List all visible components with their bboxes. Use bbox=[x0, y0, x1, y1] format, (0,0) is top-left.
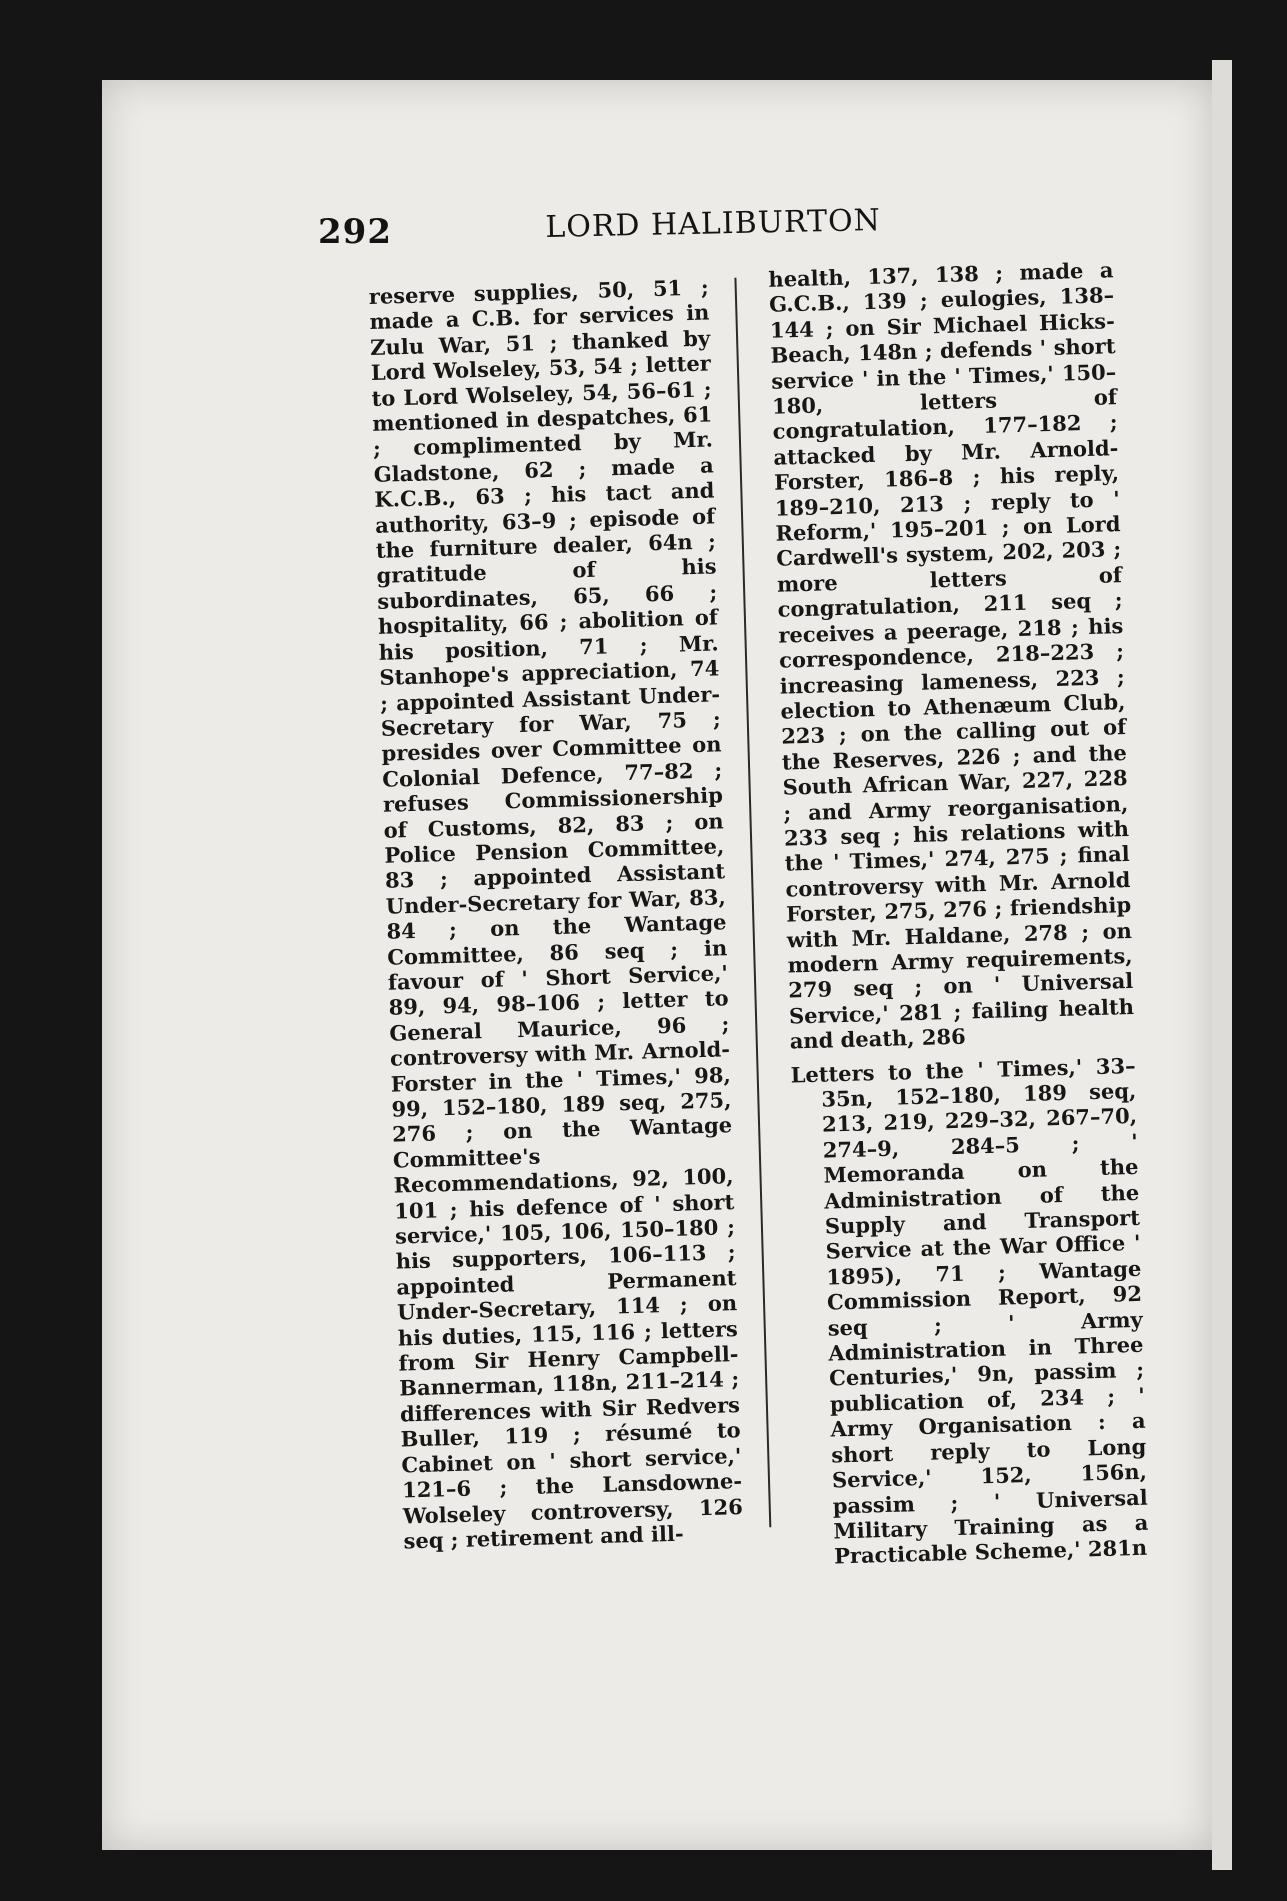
column-divider bbox=[734, 278, 771, 1528]
page-edge bbox=[1212, 60, 1232, 1870]
running-title: LORD HALIBURTON bbox=[545, 202, 882, 245]
left-column-text: reserve supplies, 50, 51 ; made a C.B. for services in Zulu War, 51 ; thanked by Lord Wolseley, 53, 54 ; letter to Lord Wolseley, 54, 56–61 ; mentioned in despatches, 61 ; complimented by Mr. Gladstone, 62 ; made a K.C.B., 63 ; his tact and authority, 63–9 ; episode of the furniture dealer, 64n ; gratitude of his subordinates, 65, 66 ; hospitality, 66 ; abolition of his position, 71 ; Mr. Stanhope's appreciation, 74 ; appointed Assistant Under-Secretary for War, 75 ; presides over Committee on Colonial Defence, 77–82 ; refuses Commissionership of Customs, 82, 83 ; on Police Pension Committee, 83 ; appointed Assistant Under-Secretary for War, 83, 84 ; on the Wantage Committee, 86 seq ; in favour of ' Short Service,' 89, 94, 98–106 ; letter to General Maurice, 96 ; controversy with Mr. Arnold-Forster in the ' Times,' 98, 99, 152–180, 189 seq, 275, 276 ; on the Wantage Committee's Recommendations, 92, 100, 101 ; his defence of ' short service,' 105, 106, 150–180 ; his supporters, 106–113 ; appointed Permanent Under-Secretary, 114 ; on his duties, 115, 116 ; letters from Sir Henry Campbell-Bannerman, 118n, 211–214 ; differences with Sir Redvers Buller, 119 ; résumé to Cabinet on ' short service,' 121–6 ; the Lansdowne-Wolseley controversy, 126 seq ; retirement and ill- bbox=[368, 274, 744, 1554]
left-column bbox=[368, 275, 743, 1554]
index-columns bbox=[368, 247, 1164, 1568]
right-column bbox=[768, 257, 1149, 1570]
index-entry-letters: Letters to the ' Times,' 33–35n, 152–180, 189 seq, 213, 219, 229–32, 267–70, 274–9, 284–5 ; ' Memoranda on the Administration of the Supply and Transport Service at the War Office ' 1895), 71 ; Wantage Commission Report, 92 seq ; ' Army Administration in Three Centuries,' 9n, passim ; publication of, 234 ; ' Army Organisation : a short reply to Long Service,' 152, 156n, passim ; ' Universal Military Training as a Practicable Scheme,' 281n bbox=[790, 1052, 1149, 1569]
right-column-continuation: health, 137, 138 ; made a G.C.B., 139 ; eulogies, 138–144 ; on Sir Michael Hicks-Beach, 148n ; defends ' short service ' in the ' Times,' 150–180, letters of congratulation, 177–182 ; attacked by Mr. Arnold-Forster, 186–8 ; his reply, 189–210, 213 ; reply to ' Reform,' 195–201 ; on Lord Cardwell's system, 202, 203 ; more letters of congratulation, 211 seq ; receives a peerage, 218 ; his correspondence, 218–223 ; increasing lameness, 223 ; election to Athenæum Club, 223 ; on the calling out of the Reserves, 226 ; and the South African War, 227, 228 ; and Army reorganisation, 233 seq ; his relations with the ' Times,' 274, 275 ; final controversy with Mr. Arnold Forster, 275, 276 ; friendship with Mr. Haldane, 278 ; on modern Army requirements, 279 seq ; on ' Universal Service,' 281 ; failing health and death, 286 bbox=[768, 257, 1135, 1054]
page-number: 292 bbox=[318, 212, 392, 252]
